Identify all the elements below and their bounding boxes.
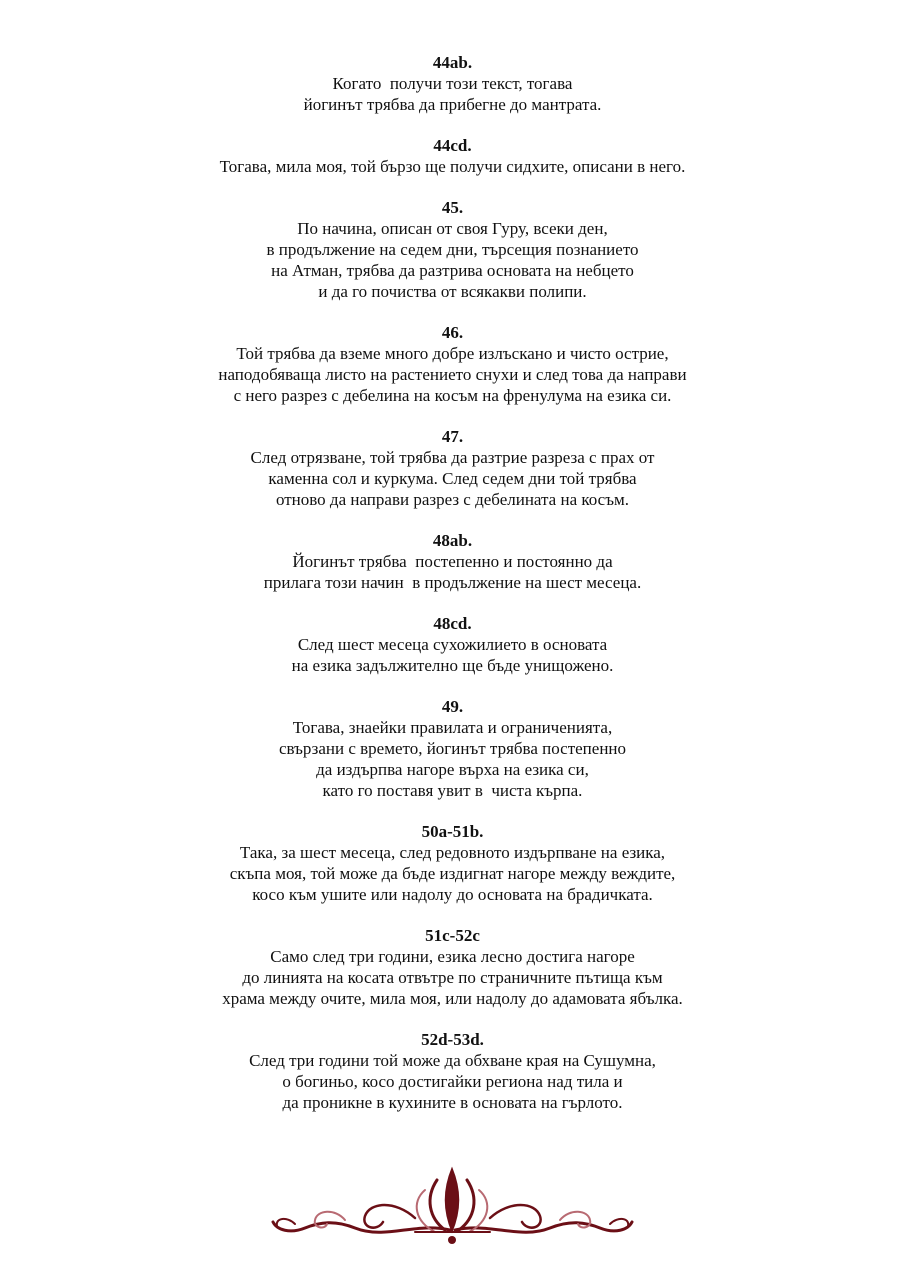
verse-block bbox=[0, 530, 905, 593]
verse-number: 52d-53d. bbox=[421, 1030, 484, 1049]
verse-block bbox=[0, 1029, 905, 1113]
verse-number: 45. bbox=[441, 198, 464, 217]
verse-line: йогинът трябва да прибегне до мантрата. bbox=[303, 95, 602, 114]
verse-line: с него разрез с дебелина на косъм на френулума на езика си. bbox=[233, 386, 672, 405]
decorative-ornament bbox=[265, 1160, 640, 1250]
verse-line: прилага този начин в продължение на шест месеца. bbox=[263, 573, 642, 592]
verse-line: храма между очите, мила моя, или надолу до адамовата ябълка. bbox=[222, 989, 683, 1008]
verse-line: да проникне в кухините в основата на гърлото. bbox=[282, 1093, 623, 1112]
verse-line: След шест месеца сухожилието в основата bbox=[297, 635, 608, 654]
verse-line: на езика задължително ще бъде унищожено. bbox=[291, 656, 614, 675]
ornament-center-leaf bbox=[445, 1168, 459, 1232]
verse-line: Той трябва да вземе много добре излъскано и чисто острие, bbox=[236, 344, 669, 363]
verse-line: Така, за шест месеца, след редовното издърпване на езика, bbox=[239, 843, 666, 862]
verse-line: до линията на косата отвътре по страничните пътища към bbox=[242, 968, 663, 987]
verse-line: на Атман, трябва да разтрива основата на небцето bbox=[271, 261, 634, 280]
verse-number: 47. bbox=[441, 427, 464, 446]
verse-number: 51c-52c bbox=[425, 926, 480, 945]
verse-number: 49. bbox=[441, 697, 464, 716]
verse-number: 50a-51b. bbox=[421, 822, 484, 841]
verse-block bbox=[0, 696, 905, 801]
verse-block bbox=[0, 52, 905, 115]
verse-line: като го поставя увит в чиста кърпа. bbox=[322, 781, 583, 800]
verse-line: Йогинът трябва постепенно и постоянно да bbox=[292, 552, 613, 571]
verse-line: По начина, описан от своя Гуру, всеки ден, bbox=[297, 219, 608, 238]
document-body bbox=[0, 52, 905, 1133]
verse-line: След отрязване, той трябва да разтрие разреза с прах от bbox=[250, 448, 655, 467]
verse-line: свързани с времето, йогинът трябва постепенно bbox=[278, 739, 627, 758]
verse-line: отново да направи разрез с дебелината на косъм. bbox=[275, 490, 630, 509]
verse-line: косо към ушите или надолу до основата на брадичката. bbox=[252, 885, 653, 904]
verse-line: да издърпва нагоре върха на езика си, bbox=[316, 760, 589, 779]
verse-block bbox=[0, 197, 905, 302]
verse-block bbox=[0, 613, 905, 676]
verse-number: 44ab. bbox=[432, 53, 473, 72]
verse-line: След три години той може да обхване края на Сушумна, bbox=[249, 1051, 656, 1070]
verse-line: скъпа моя, той може да бъде издигнат нагоре между веждите, bbox=[229, 864, 676, 883]
verse-number: 46. bbox=[441, 323, 464, 342]
verse-block bbox=[0, 925, 905, 1009]
verse-line: о богиньо, косо достигайки региона над тила и bbox=[282, 1072, 623, 1091]
verse-line: каменна сол и куркума. След седем дни той трябва bbox=[268, 469, 637, 488]
verse-line: Когато получи този текст, тогава bbox=[332, 74, 573, 93]
verse-block bbox=[0, 135, 905, 177]
verse-line: Само след три години, езика лесно достига нагоре bbox=[270, 947, 635, 966]
verse-block bbox=[0, 426, 905, 510]
verse-line: Тогава, знаейки правилата и ограниченията, bbox=[292, 718, 613, 737]
verse-number: 48cd. bbox=[433, 614, 472, 633]
verse-line: и да го почиства от всякакви полипи. bbox=[318, 282, 587, 301]
verse-line: Тогава, мила моя, той бързо ще получи сидхите, описани в него. bbox=[219, 157, 686, 176]
verse-line: наподобяваща листо на растението снухи и след това да направи bbox=[218, 365, 687, 384]
verse-block bbox=[0, 821, 905, 905]
verse-block bbox=[0, 322, 905, 406]
verse-line: в продължение на седем дни, търсещия познанието bbox=[266, 240, 639, 259]
verse-number: 48ab. bbox=[432, 531, 473, 550]
verse-number: 44cd. bbox=[433, 136, 472, 155]
